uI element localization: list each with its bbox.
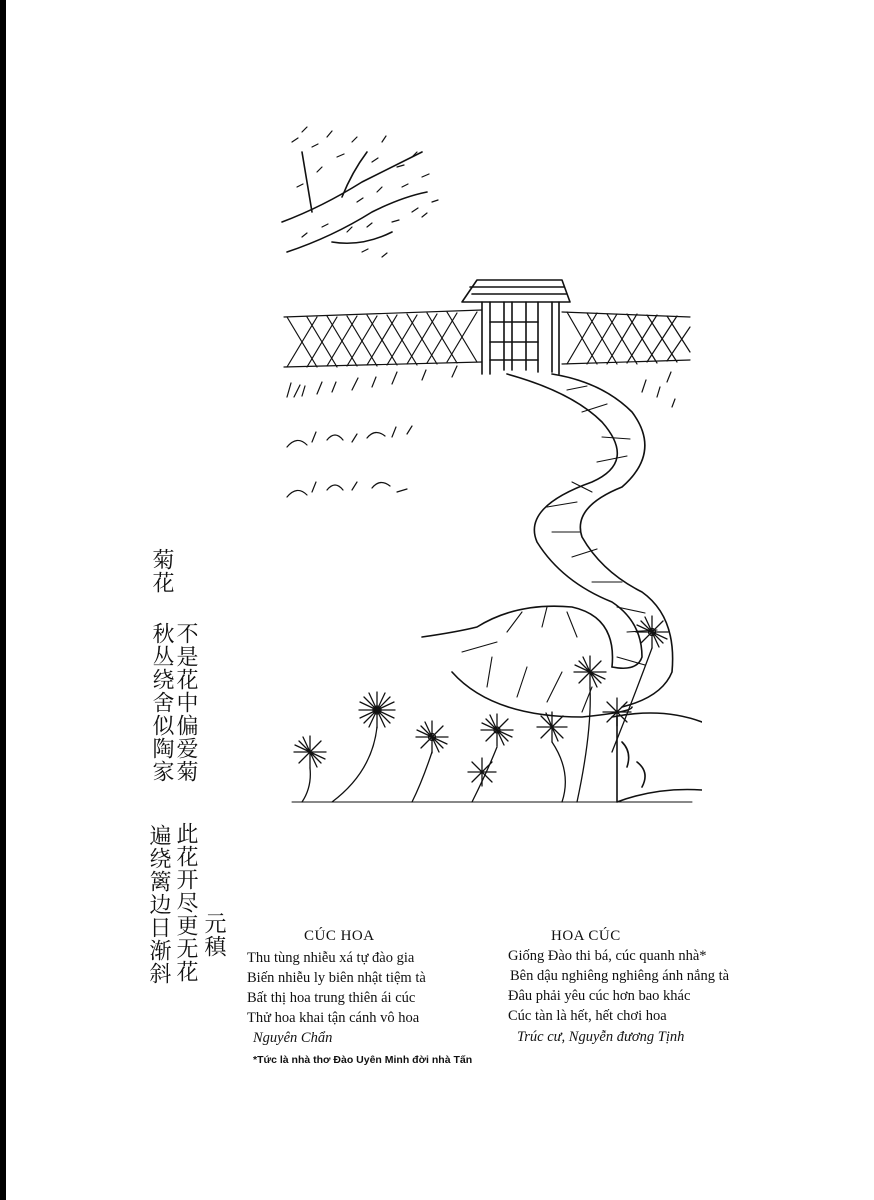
chinese-poem-line: 遍绕篱边日渐斜 xyxy=(146,824,171,985)
poem-title-left: CÚC HOA xyxy=(304,928,375,944)
page-edge xyxy=(0,0,6,1200)
poem-line: Giống Đào thi bá, cúc quanh nhà* xyxy=(508,948,707,964)
poem-author-right: Trúc cư, Nguyễn đương Tịnh xyxy=(517,1029,685,1045)
chinese-poem-line: 不是花中偏爱菊 xyxy=(173,622,198,783)
poem-line: Thử hoa khai tận cánh vô hoa xyxy=(247,1010,420,1026)
stone-path-sketch xyxy=(422,374,673,717)
poem-line: Cúc tàn là hết, hết chơi hoa xyxy=(508,1008,667,1024)
chinese-poem-line: 秋丛绕舍似陶家 xyxy=(149,622,174,783)
lattice-fence-sketch xyxy=(284,310,690,367)
stone-planter-sketch xyxy=(612,713,702,802)
tree-branch-sketch xyxy=(282,127,438,257)
poem-line: Biến nhiễu ly biên nhật tiệm tà xyxy=(247,970,426,986)
poem-line: Bất thị hoa trung thiên ái cúc xyxy=(247,990,416,1006)
garden-illustration xyxy=(272,112,702,822)
poem-line: Bên dậu nghiêng nghiêng ánh nắng tà xyxy=(510,968,730,984)
chinese-poem-title: 菊花 xyxy=(149,548,174,594)
gate-sketch xyxy=(462,280,570,374)
poem-author-left: Nguyên Chẩn xyxy=(253,1030,333,1046)
poem-line: Thu tùng nhiễu xá tự đào gia xyxy=(247,950,415,966)
footnote: *Tức là nhà thơ Đào Uyên Minh đời nhà Tấn xyxy=(253,1054,473,1066)
grass-tufts-sketch xyxy=(287,366,675,497)
poem-line: Đâu phải yêu cúc hơn bao khác xyxy=(508,988,691,1004)
chinese-poem-author: 元稹 xyxy=(201,912,226,958)
chinese-poem-line: 此花开尽更无花 xyxy=(173,822,198,983)
poem-title-right: HOA CÚC xyxy=(551,928,621,944)
